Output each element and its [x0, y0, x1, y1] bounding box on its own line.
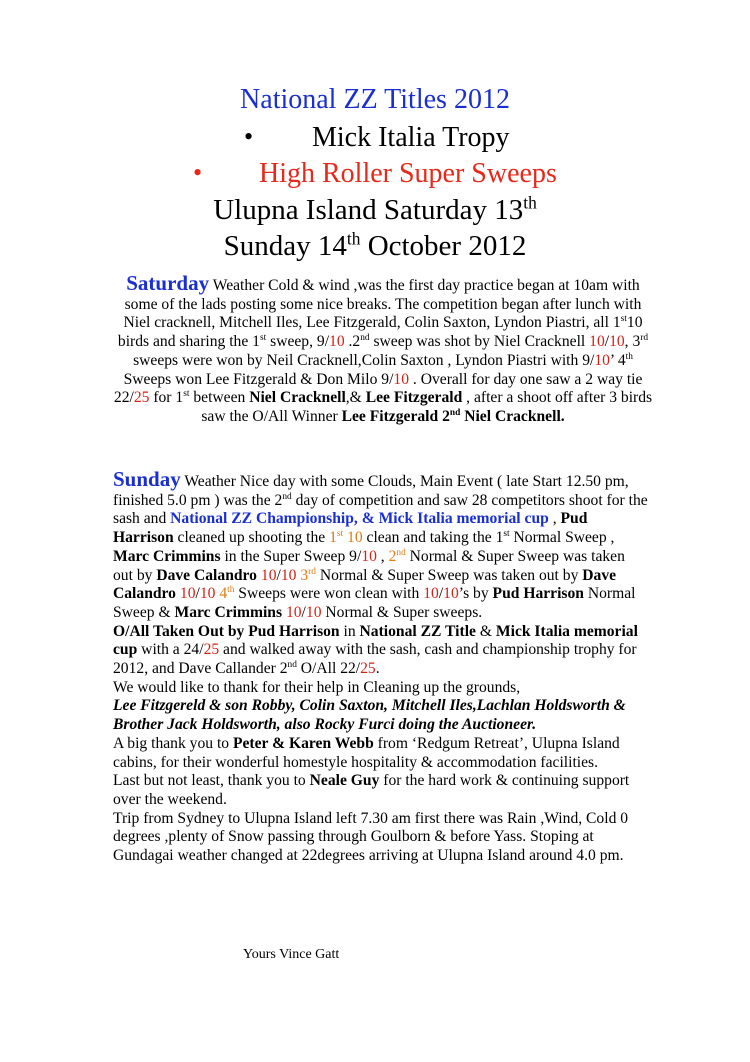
sunday-paragraph: Sunday Weather Nice day with some Clouds, Main Event ( late Start 12.50 pm, finished 5.0 pm ) was the 2nd day of competition and saw 28 competitors shoot for the sash and National ZZ Championship, & Mick Italia memorial cup , Pud Harrison cleaned up shooting the 1st 10 clean and taking the 1st Normal Sweep , Marc Crimmins in the Super Sweep 9/10 , 2nd Normal & Super Sweep was taken out by Dave Calandro 10/10 3rd Normal & Super Sweep was taken out by Dave Calandro 10/10 4th Sweeps were won clean with 10/10’s by Pud Harrison Normal Sweep & Marc Crimmins 10/10 Normal & Super sweeps. O/All Taken Out by Pud Harrison in National ZZ Title & Mick Italia memorial cup with a 24/25 and walked away with the sash, cash and championship trophy for 2012, and Dave Callander 2nd O/All 22/25. We would like to thank for their help in Cleaning up the grounds, Lee Fitzgereld & son Robby, Colin Saxton, Mitchell Iles,Lachlan Holdsworth & Brother Jack Holdsworth, also Rocky Furci doing the Auctioneer. A big thank you to Peter & Karen Webb from ‘Redgum Retreat’, Ulupna Island cabins, for their wonderful homestyle hospitality & accommodation facilities. Last but not least, thank you to Neale Guy for the hard work & continuing support over the weekend. Trip from Sydney to Ulupna Island left 7.30 am first there was Rain ,Wind, Cold 0 degrees ,plenty of Snow passing through Goulborn & before Yass. Stoping at Gundagai weather changed at 22degrees arriving at Ulupna Island around 4.0 pm. — [113, 467, 648, 865]
saturday-paragraph: Saturday Weather Cold & wind ,was the first day practice began at 10am with some of the lads posting some nice breaks. The competition began after lunch with Niel cracknell, Mitchell Iles, Lee Fitzgerald, Colin Saxton, Lyndon Piastri, all 1st10 birds and sharing the 1st sweep, 9/10 .2nd sweep was shot by Niel Cracknell 10/10, 3rd sweeps were won by Neil Cracknell,Colin Saxton , Lyndon Piastri with 9/10’ 4th Sweeps won Lee Fitzgerald & Don Milo 9/10 . Overall for day one saw a 2 way tie 22/25 for 1st between Niel Cracknell,& Lee Fitzgerald , after a shoot off after 3 birds saw the O/All Winner Lee Fitzgerald 2nd Niel Cracknell. — [113, 271, 653, 425]
sunday-heading: Sunday — [113, 467, 181, 491]
subtitle-text: Mick Italia Tropy — [312, 122, 510, 153]
venue-line: Ulupna Island Saturday 13th — [213, 192, 537, 226]
bullet: • — [244, 122, 254, 151]
date-line: Sunday 14th October 2012 — [223, 228, 527, 262]
saturday-heading: Saturday — [126, 271, 210, 295]
trip-text: Trip from Sydney to Ulupna Island left 7.30 am first there was Rain ,Wind, Cold 0 degrees ,plenty of Snow passing through Goulborn & before Yass. Stoping at Gundagai weather changed at 22degrees arriving at Ulupna Island around 4.0 pm. — [113, 809, 629, 865]
subtitle-text: High Roller Super Sweeps — [259, 158, 557, 189]
helper-names: Lee Fitzgereld & son Robby, Colin Saxton, Mitchell Iles,Lachlan Holdsworth & Brother Jack Holdsworth, also Rocky Furci doing the Auctioneer. — [113, 697, 626, 734]
thanks-line: We would like to thank for their help in Cleaning up the grounds, — [113, 678, 521, 696]
signature: Yours Vince Gatt — [243, 947, 340, 962]
bullet: • — [193, 158, 203, 187]
title-national-zz: National ZZ Titles 2012 — [240, 84, 510, 115]
